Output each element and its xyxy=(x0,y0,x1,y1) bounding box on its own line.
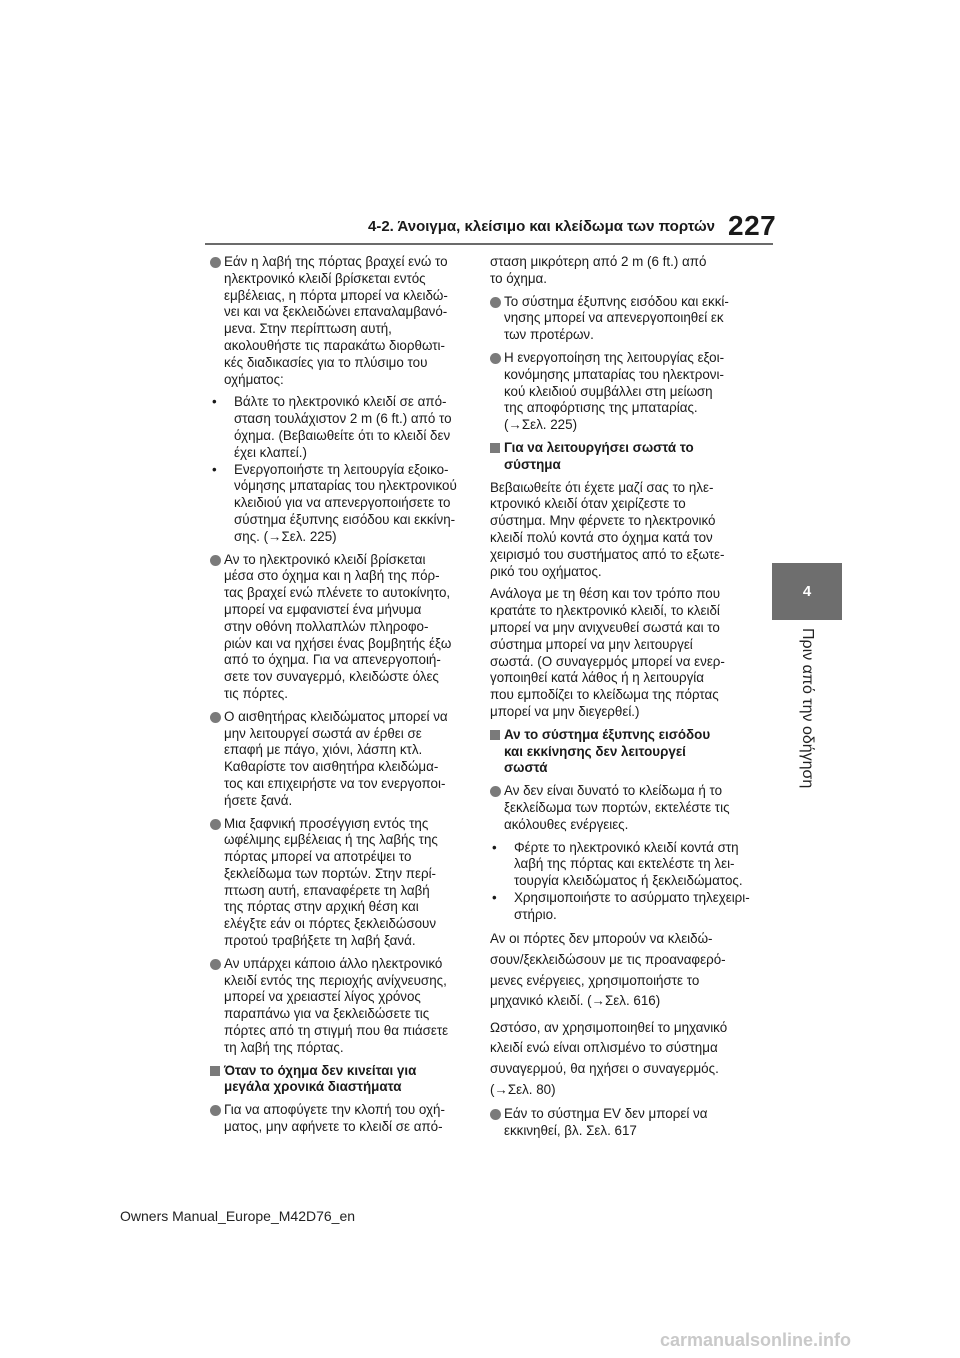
square-marker-icon xyxy=(210,1066,220,1076)
text-line: πόρτες από τη στιγμή που θα πιάσετε xyxy=(224,1023,449,1039)
text-line: στην οθόνη πολλαπλών πληροφο- xyxy=(224,618,429,634)
bullet-item xyxy=(490,350,760,434)
bullet-item xyxy=(210,709,475,810)
text-line: (→Σελ. 80) xyxy=(490,1081,556,1097)
text-line: Βάλτε το ηλεκτρονικό κλειδί σε από- xyxy=(234,394,447,410)
square-marker-icon xyxy=(490,730,500,740)
bullet-dot-icon xyxy=(210,555,221,566)
bullet-dot-icon xyxy=(210,712,221,723)
subheading xyxy=(490,440,760,474)
text-line: σης. (→Σελ. 225) xyxy=(234,528,337,544)
text-line: όχημα. (Βεβαιωθείτε ότι το κλειδί δεν xyxy=(234,427,451,443)
bullet-item xyxy=(210,1102,475,1136)
text-line: Το σύστημα έξυπνης εισόδου και εκκί- xyxy=(504,293,729,309)
bullet-dot-icon xyxy=(210,257,221,268)
text-line: τος και επιχειρήστε να τον ενεργοποι- xyxy=(224,775,446,791)
text-line: μπορεί να μην ανιχνευθεί σωστά και το xyxy=(490,619,720,635)
text-line: Αν δεν είναι δυνατό το κλείδωμα ή το xyxy=(504,783,723,799)
subheading xyxy=(210,1063,475,1097)
text-line: σωστά xyxy=(504,760,548,776)
text-line: μην λειτουργεί σωστά αν έρθει σε xyxy=(224,725,422,741)
text-line: κτρονικό κλειδί όταν χειρίζεστε το xyxy=(490,496,686,512)
right-column xyxy=(490,254,760,1146)
text-line: επαφή με πάγο, χιόνι, λάσπη κτλ. xyxy=(224,742,423,758)
text-line: Όταν το όχημα δεν κινείται για xyxy=(224,1062,417,1078)
text-line: Βεβαιωθείτε ότι έχετε μαζί σας το ηλε- xyxy=(490,479,714,495)
chapter-label: Πριν από την οδήγηση xyxy=(799,628,816,789)
text-line: μενα. Στην περίπτωση αυτή, xyxy=(224,321,392,337)
bullet-item xyxy=(210,254,475,388)
text-line: κλειδί εντός της περιοχής ανίχνευσης, xyxy=(224,972,447,988)
text-line: κού κλειδιού συμβάλλει στη μείωση xyxy=(504,383,713,399)
text-line: έχει κλαπεί.) xyxy=(234,444,307,460)
text-line: ελέγξτε εάν οι πόρτες ξεκλειδώσουν xyxy=(224,916,437,932)
page-number: 227 xyxy=(728,210,777,241)
text-line: ηλεκτρονικό κλειδί βρίσκεται εντός xyxy=(224,270,426,286)
text-line: εμβέλειας, η πόρτα μπορεί να κλειδώ- xyxy=(224,287,448,303)
text-line: σουν/ξεκλειδώσουν με τις προαναφερό- xyxy=(490,952,726,968)
text-line: ξεκλείδωμα των πορτών. Στην περί- xyxy=(224,865,437,881)
text-line: κλειδιού για να απενεργοποιήσετε το xyxy=(234,495,451,511)
text-line: Φέρτε το ηλεκτρονικό κλειδί κοντά στη xyxy=(514,839,739,855)
text-line: κές διαδικασίες για το πλύσιμο του xyxy=(224,354,428,370)
text-line: κλειδί ενώ είναι οπλισμένο το σύστημα xyxy=(490,1040,718,1056)
bullet-item xyxy=(210,956,475,1057)
sub-item: • Χρησιμοποιήστε το ασύρματο τηλεχειρι- στήριο. xyxy=(490,890,760,924)
text-line: τας βραχεί ενώ πλένετε το αυτοκίνητο, xyxy=(224,585,451,601)
text-line: κλειδί πολύ κοντά στο όχημα κατά τον xyxy=(490,529,713,545)
text-line: κρατάτε το ηλεκτρονικό κλειδί, το κλειδί xyxy=(490,603,720,619)
text-line: χειρισμό του συστήματος από το εξωτε- xyxy=(490,546,725,562)
text-line: Η ενεργοποίηση της λειτουργίας εξοι- xyxy=(504,349,725,365)
text-line: ρικό του οχήματος. xyxy=(490,563,602,579)
text-line: ξεκλείδωμα των πορτών, εκτελέστε τις xyxy=(504,799,730,815)
text-line: ακόλουθες ενέργειες. xyxy=(504,816,629,832)
continued-text xyxy=(490,254,760,288)
text-line: κονόμησης μπαταρίας του ηλεκτρονι- xyxy=(504,366,724,382)
text-line: Καθαρίστε τον αισθητήρα κλειδώμα- xyxy=(224,759,439,775)
text-line: μπορεί να μην διεγερθεί.) xyxy=(490,703,640,719)
text-line: Ανάλογα με τη θέση και τον τρόπο που xyxy=(490,586,721,602)
text-line: μπορεί να χρειαστεί λίγος χρόνος xyxy=(224,989,421,1005)
bullet-dot-icon xyxy=(490,297,501,308)
text-line: σετε τον συναγερμό, κλειδώστε όλες xyxy=(224,669,439,685)
chapter-number: 4 xyxy=(802,583,812,600)
chapter-tab[interactable] xyxy=(772,563,842,620)
text-line: τις πόρτες. xyxy=(224,685,288,701)
paragraph xyxy=(490,586,760,720)
text-line: της πόρτας στην αρχική θέση και xyxy=(224,899,419,915)
text-line: Αν το σύστημα έξυπνης εισόδου xyxy=(504,726,711,742)
text-line: σύστημα xyxy=(504,456,561,472)
text-line: σωστά. (Ο συναγερμός μπορεί να ενερ- xyxy=(490,653,725,669)
bullet-item xyxy=(490,1106,760,1140)
text-line: εκκινηθεί, βλ. Σελ. 617 xyxy=(504,1123,637,1139)
bullet-dot-icon xyxy=(490,786,501,797)
text-line: Αν οι πόρτες δεν μπορούν να κλειδώ- xyxy=(490,931,713,947)
text-line: της αποφόρτισης της μπαταρίας. xyxy=(504,400,698,416)
text-line: νησης μπορεί να απενεργοποιηθεί εκ xyxy=(504,310,724,326)
text-line: μέσα στο όχημα και η λαβή της πόρ- xyxy=(224,568,440,584)
bullet-dot-icon xyxy=(210,1105,221,1116)
paragraph xyxy=(490,480,760,581)
text-line: Χρησιμοποιήστε το ασύρματο τηλεχειρι- xyxy=(514,889,750,905)
text-line: ήσετε ξανά. xyxy=(224,792,293,808)
text-line: (→Σελ. 225) xyxy=(504,417,578,433)
bullet-dot-icon xyxy=(490,1109,501,1120)
bullet-dot-icon xyxy=(210,819,221,830)
bullet-item xyxy=(210,552,475,703)
bullet-item xyxy=(490,783,760,833)
text-line: Ενεργοποιήστε τη λειτουργία εξοικο- xyxy=(234,461,449,477)
text-line: νόμησης μπαταρίας του ηλεκτρονικού xyxy=(234,478,457,494)
text-line: Εάν η λαβή της πόρτας βραχεί ενώ το xyxy=(224,254,448,269)
text-line: σύστημα. Μην φέρνετε το ηλεκτρονικό xyxy=(490,513,716,529)
text-line: ωφέλιμης εμβέλειας ή της λαβής της xyxy=(224,832,438,848)
text-line: μενες ενέργειες, χρησιμοποιήστε το xyxy=(490,972,700,988)
text-line: τουργία κλειδώματος ή ξεκλειδώματος. xyxy=(514,873,743,889)
text-line: ακολουθήστε τις παρακάτω διορθωτι- xyxy=(224,337,445,353)
text-line: Για να αποφύγετε την κλοπή του οχή- xyxy=(224,1102,445,1118)
text-line: γοποιηθεί κατά λάθος ή η λειτουργία xyxy=(490,670,704,686)
watermark: carmanualsonline.info xyxy=(660,1330,852,1350)
text-line: σύστημα μπορεί να μην λειτουργεί xyxy=(490,636,693,652)
text-line: συναγερμού, θα ηχήσει ο συναγερμός. xyxy=(490,1061,719,1077)
text-line: το όχημα. xyxy=(490,270,548,286)
sub-item: • Βάλτε το ηλεκτρονικό κλειδί σε από- σταση τουλάχιστον 2 m (6 ft.) από το όχημα. (Βεβαιωθείτε ότι το κλειδί δεν έχει κλαπεί.) xyxy=(210,394,475,461)
text-line: των προτέρων. xyxy=(504,327,594,343)
sub-item: • Φέρτε το ηλεκτρονικό κλειδί κοντά στη λαβή της πόρτας και εκτελέστε τη λει- τουργία κλειδώματος ή ξεκλειδώματος. xyxy=(490,840,760,890)
text-line: τη λαβή της πόρτας. xyxy=(224,1039,344,1055)
text-line: από το όχημα. Για να απενεργοποιή- xyxy=(224,652,441,668)
subheading xyxy=(490,727,760,777)
bullet-dot-icon xyxy=(490,353,501,364)
text-line: πτωση αυτή, επαναφέρετε τη λαβή xyxy=(224,882,430,898)
text-line: νει και να ξεκλειδώνει επαναλαμβανό- xyxy=(224,304,448,320)
section-title: 4-2. Άνοιγμα, κλείσιμο και κλείδωμα των πορτών xyxy=(368,218,715,235)
text-line: παραπάνω για να ξεκλειδώσετε τις xyxy=(224,1006,430,1022)
text-line: οχήματος: xyxy=(224,371,284,387)
text-line: μεγάλα χρονικά διαστήματα xyxy=(224,1079,402,1095)
text-line: ματος, μην αφήνετε το κλειδί σε από- xyxy=(224,1119,443,1135)
text-line: Ο αισθητήρας κλειδώματος μπορεί να xyxy=(224,708,448,724)
text-line: Αν υπάρχει κάποιο άλλο ηλεκτρονικό xyxy=(224,955,443,971)
sub-item: • Ενεργοποιήστε τη λειτουργία εξοικο- νόμησης μπαταρίας του ηλεκτρονικού κλειδιού για να απενεργοποιήσετε το σύστημα έξυπνης εισόδου και εκκίνη- σης. (→Σελ. 225) xyxy=(210,462,475,546)
text-line: λαβή της πόρτας και εκτελέστε τη λει- xyxy=(514,856,735,872)
text-line: Για να λειτουργήσει σωστά το xyxy=(504,439,694,455)
text-line: σταση μικρότερη από 2 m (6 ft.) από xyxy=(490,254,707,269)
text-line: προτού τραβήξετε τη λαβή ξανά. xyxy=(224,933,416,949)
footer-text: Owners Manual_Europe_M42D76_en xyxy=(120,1208,356,1224)
text-line: ριών και να ηχήσει ένας βομβητής έξω xyxy=(224,635,452,651)
bullet-item xyxy=(210,816,475,950)
text-line: σταση τουλάχιστον 2 m (6 ft.) από το xyxy=(234,411,452,427)
text-line: σύστημα έξυπνης εισόδου και εκκίνη- xyxy=(234,511,456,527)
text-line: Μια ξαφνική προσέγγιση εντός της xyxy=(224,815,429,831)
text-line: στήριο. xyxy=(514,906,557,922)
text-line: Αν το ηλεκτρονικό κλειδί βρίσκεται xyxy=(224,551,426,567)
header-divider xyxy=(205,243,773,245)
text-line: μπορεί να εμφανιστεί ένα μήνυμα xyxy=(224,601,422,617)
paragraph xyxy=(490,1018,760,1100)
paragraph xyxy=(490,929,760,1011)
text-line: μηχανικό κλειδί. (→Σελ. 616) xyxy=(490,993,661,1009)
text-line: Ωστόσο, αν χρησιμοποιηθεί το μηχανικό xyxy=(490,1019,728,1035)
text-line: που εμποδίζει το κλείδωμα της πόρτας xyxy=(490,687,719,703)
text-line: πόρτας μπορεί να αποτρέψει το xyxy=(224,849,412,865)
text-line: και εκκίνησης δεν λειτουργεί xyxy=(504,743,686,759)
left-column xyxy=(210,254,475,1142)
bullet-item xyxy=(490,294,760,344)
text-line: Εάν το σύστημα EV δεν μπορεί να xyxy=(504,1106,708,1122)
square-marker-icon xyxy=(490,443,500,453)
bullet-dot-icon xyxy=(210,959,221,970)
